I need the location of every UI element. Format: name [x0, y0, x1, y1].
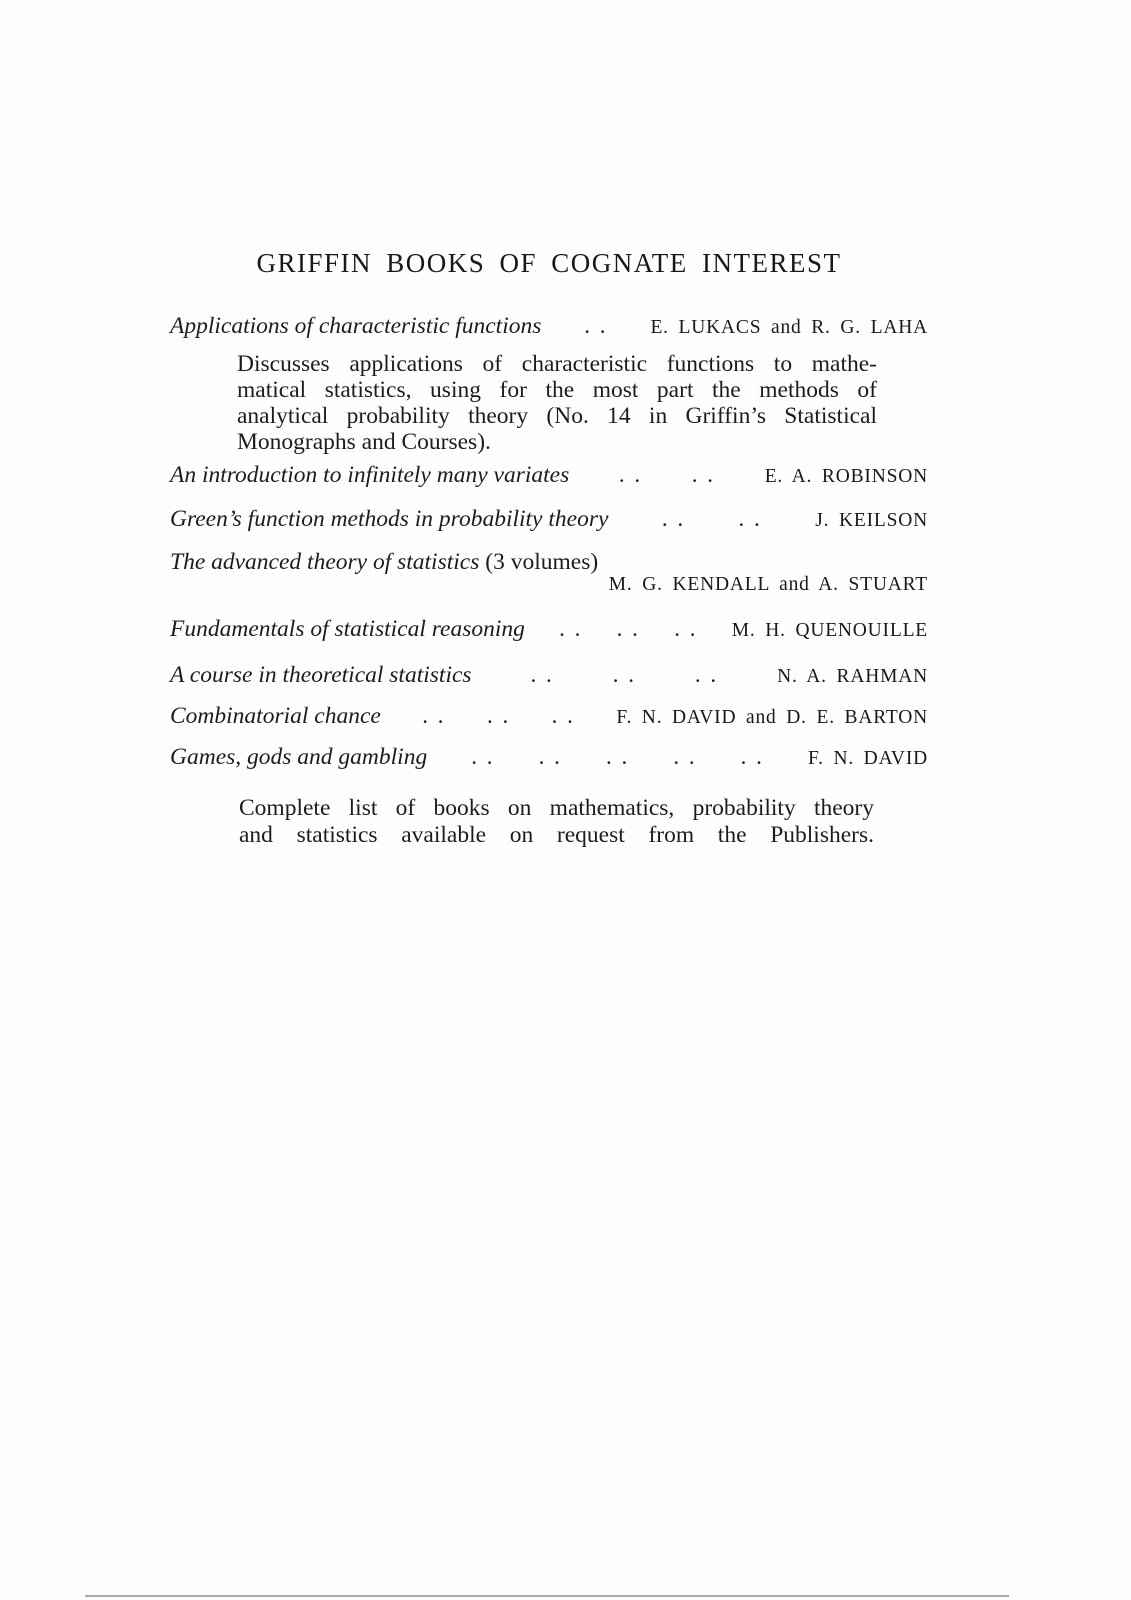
leader-dots: . .	[530, 662, 554, 687]
leader-dots: . .	[691, 462, 716, 487]
leader-dots: . .	[618, 462, 643, 487]
dot-leader	[472, 661, 778, 690]
publisher-note-line: Complete list of books on mathematics, probability theory	[239, 795, 874, 821]
dot-leader	[381, 702, 617, 731]
book-author: F. N. DAVID and D. E. BARTON	[616, 707, 928, 728]
leader-dots: . .	[584, 313, 608, 338]
book-author: N. A. RAHMAN	[777, 666, 928, 687]
leader-dots: . .	[551, 703, 575, 728]
book-entry	[170, 615, 928, 644]
leader-dots: . .	[471, 744, 495, 769]
leader-dots: . .	[694, 662, 719, 687]
leader-dots: . .	[612, 662, 636, 687]
page-title: GRIFFIN BOOKS OF COGNATE INTEREST	[256, 248, 842, 278]
book-author: E. A. ROBINSON	[764, 466, 928, 487]
dot-leader	[525, 615, 732, 644]
leader-dots: . .	[422, 703, 446, 728]
book-entry	[170, 461, 928, 490]
book-entry	[170, 702, 928, 731]
book-title: A course in theoretical statistics	[170, 662, 472, 688]
book-author: E. LUKACS and R. G. LAHA	[650, 317, 928, 338]
dot-leader	[541, 312, 650, 341]
book-title: Green’s function methods in probability theory	[170, 506, 609, 532]
book-author: M. H. QUENOUILLE	[731, 620, 928, 641]
book-title: The advanced theory of statistics (3 volumes)	[170, 549, 599, 575]
book-title: Applications of characteristic functions	[170, 313, 542, 339]
book-entry	[170, 661, 928, 690]
description-line: Monographs and Courses).	[237, 429, 491, 455]
dot-leader	[427, 743, 808, 772]
leader-dots: . .	[674, 616, 698, 641]
leader-dots: . .	[486, 703, 511, 728]
publisher-note	[239, 795, 874, 848]
page-edge-line	[85, 1595, 1009, 1597]
leader-dots: . .	[673, 744, 697, 769]
dot-leader	[569, 461, 764, 490]
leader-dots: . .	[605, 744, 630, 769]
book-title: Fundamentals of statistical reasoning	[170, 616, 525, 642]
leader-dots: . .	[559, 616, 583, 641]
dot-leader	[608, 505, 815, 534]
book-entry	[170, 505, 928, 534]
book-author: M. G. KENDALL and A. STUART	[608, 574, 928, 595]
leader-dots: . .	[661, 506, 686, 531]
book-description	[237, 351, 877, 455]
leader-dots: . .	[538, 744, 562, 769]
book-author: J. KEILSON	[815, 510, 928, 531]
book-entry-author-line	[170, 573, 928, 597]
description-line: analytical probability theory (No. 14 in Griffin’s Statistical	[237, 403, 877, 429]
book-author: F. N. DAVID	[808, 748, 928, 769]
book-title-suffix: (3 volumes)	[479, 549, 599, 575]
leader-dots: . .	[616, 616, 640, 641]
book-entry	[170, 743, 928, 772]
publisher-note-line: and statistics available on request from the Publishers.	[239, 821, 874, 848]
book-entry	[170, 312, 928, 341]
book-title: Games, gods and gambling	[170, 744, 428, 770]
leader-dots: . .	[738, 506, 762, 531]
book-title: Combinatorial chance	[170, 703, 381, 729]
description-line: Discusses applications of characteristic functions to mathe-	[237, 351, 877, 377]
description-line: matical statistics, using for the most part the methods of	[237, 377, 877, 403]
leader-dots: . .	[740, 744, 764, 769]
book-title: An introduction to infinitely many variates	[170, 462, 570, 488]
